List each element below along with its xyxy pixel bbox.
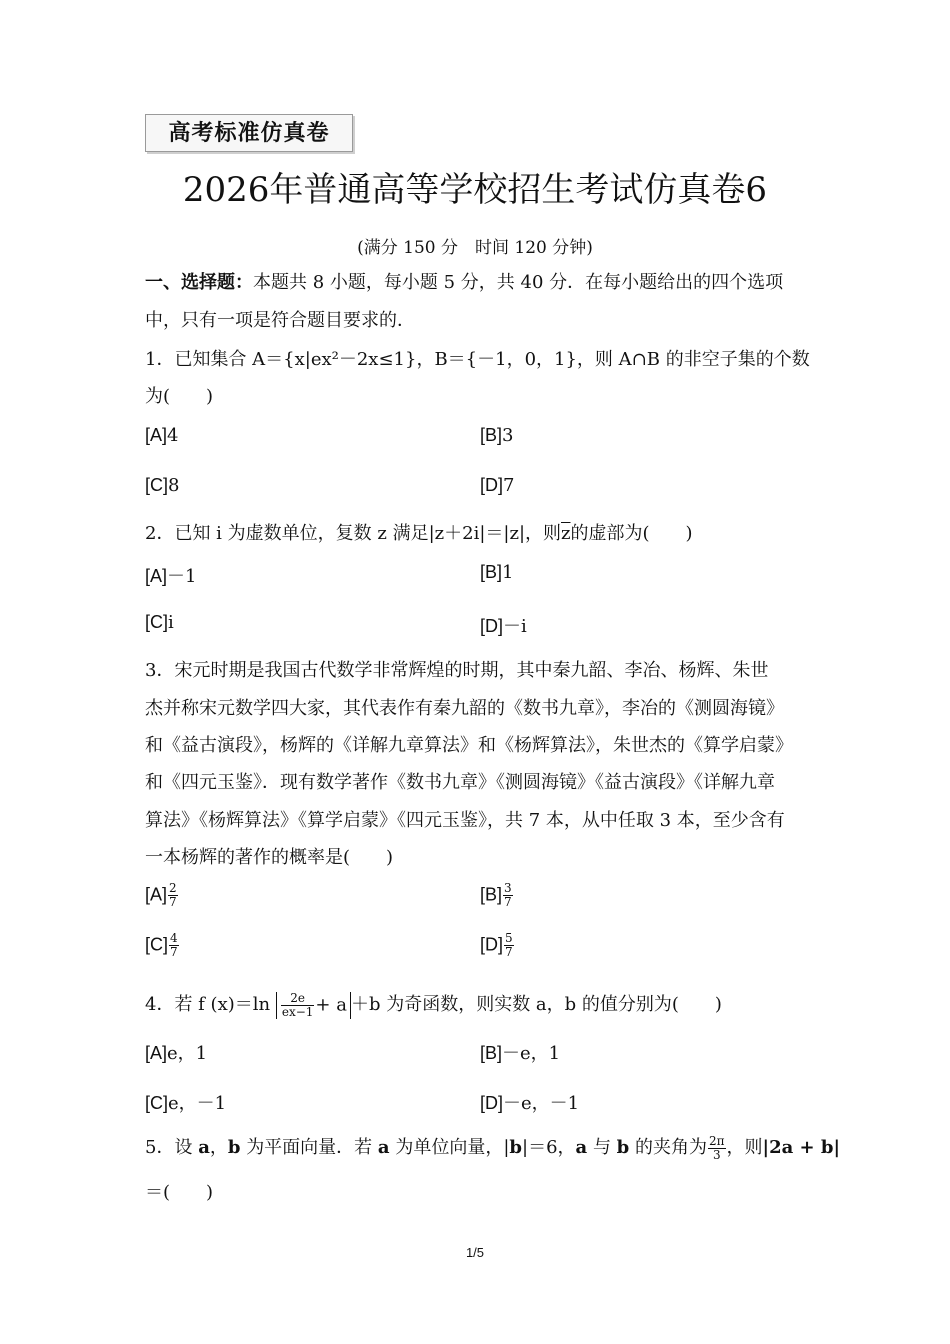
z-conjugate: $\overline{z}$ [561,523,571,544]
option-label: [A] [145,425,168,445]
option-value: 4 [167,425,179,446]
q1-option-c [145,475,179,496]
numerator: 2e [281,992,315,1006]
fraction [503,882,513,909]
option-value: －e，1 [502,1043,561,1064]
q5-mid4: 与 [592,1137,611,1158]
option-label: [A] [145,884,168,905]
vector-a: a [377,1137,390,1158]
option-label: [C] [145,1093,169,1113]
q5-mid6: ，则 [726,1137,763,1158]
denominator: ex−1 [281,1004,314,1019]
q2-option-a [145,562,196,588]
q1-option-a [145,425,178,446]
q3-stem-4: 和《四元玉鉴》．现有数学著作《数书九章》《测圆海镜》《益古演段》《详解九章 [145,772,775,793]
numerator: 4 [170,931,178,945]
numerator: 3 [504,881,512,895]
q4-option-a [145,1039,207,1065]
q4-option-d [480,1089,579,1115]
q3-option-c [145,932,180,959]
option-value: 3 [502,425,514,446]
vector-b: b [616,1137,630,1158]
q3-option-b [480,882,514,909]
option-label: [B] [480,562,503,582]
q1-option-b [480,425,513,446]
fraction [281,992,315,1019]
denominator: 7 [170,945,178,959]
option-label: [D] [480,616,504,636]
exam-type-tag: 高考标准仿真卷 [145,114,353,152]
q2-option-b [480,562,513,583]
q4-pre: 4．若 f (x)＝ln [145,994,271,1015]
exam-info: (满分 150 分 时间 120 分钟) [357,238,593,258]
q5-pre: 5．设 [145,1137,193,1158]
q3-stem-6: 一本杨辉的著作的概率是( ) [145,847,394,868]
section-text-2: 中，只有一项是符合题目要求的． [145,310,415,331]
q5-mid1: 为平面向量．若 [246,1137,373,1158]
q5-stem-1 [145,1133,841,1162]
q4-option-b [480,1039,560,1065]
q3-stem-2: 杰并称宋元数学四大家，其代表作有秦九韶的《数书九章》，李冶的《测圆海镜》 [145,698,784,719]
option-label: [D] [480,1093,504,1113]
denominator: 7 [169,895,177,909]
q2-stem [145,519,825,545]
section-text-1: 本题共 8 小题，每小题 5 分，共 40 分．在每小题给出的四个选项 [253,272,784,293]
q2-stem-b: 的虚部为( ) [570,523,693,544]
q4-post: ＋b 为奇函数，则实数 a，b 的值分别为( ) [350,994,722,1015]
option-value: e，1 [167,1043,208,1064]
q4-stem [145,990,825,1019]
fraction [169,932,179,959]
option-label: [B] [480,425,503,445]
q5-mid2: 为单位向量，| [395,1137,510,1158]
option-label: [C] [145,475,169,495]
page-title: 2026年普通高等学校招生考试仿真卷6 [182,170,768,210]
option-label: [C] [145,612,169,632]
q5-comma: ， [209,1137,228,1158]
q2-option-c [145,612,174,633]
option-value: －1 [167,566,197,587]
absolute-value [276,992,351,1019]
section-heading: 一、选择题： [145,272,253,293]
option-value: 1 [502,562,514,583]
q5-stem-2: ＝( ) [145,1182,214,1203]
option-label: [A] [145,566,168,586]
option-value: e，－1 [168,1093,227,1114]
q2-stem-a: 2．已知 i 为虚数单位，复数 z 满足|z＋2i|＝|z|，则 [145,523,562,544]
section-intro [145,268,825,294]
denominator: 7 [504,895,512,909]
q1-stem-2: 为( ) [145,386,214,407]
vector-b: b [227,1137,241,1158]
numerator: 2π [709,1133,725,1148]
q4-option-c [145,1089,226,1115]
fraction [708,1135,726,1162]
option-label: [A] [145,1043,168,1063]
option-label: [C] [145,934,169,955]
q5-mid3: |＝6， [522,1137,576,1158]
vector-a: a [575,1137,588,1158]
option-label: [D] [480,475,504,495]
q1-option-d [480,475,514,496]
q2-option-d [480,612,527,638]
q3-option-a [145,882,179,909]
option-value: 8 [168,475,180,496]
page-number: 1/5 [465,1245,485,1260]
numerator: 5 [505,931,513,945]
option-value: －e，－1 [503,1093,580,1114]
option-label: [B] [480,1043,503,1063]
option-label: [D] [480,934,504,955]
denominator: 3 [712,1147,721,1162]
vector-b: b [509,1137,522,1158]
option-value: 7 [503,475,515,496]
option-value: i [168,612,174,633]
q3-option-d [480,932,515,959]
q3-stem-3: 和《益古演段》，杨辉的《详解九章算法》和《杨辉算法》，朱世杰的《算学启蒙》 [145,735,793,756]
q1-stem-1: 1．已知集合 A＝{x|ex²－2x≤1}，B＝{－1，0，1}，则 A∩B 的非空子集的个数 [145,349,810,370]
option-value: －i [503,616,527,637]
option-label: [B] [480,884,503,905]
q5-expression: |2a + b| [762,1137,841,1158]
q3-stem-5: 算法》《杨辉算法》《算学启蒙》《四元玉鉴》，共 7 本，从中任取 3 本，至少含有 [145,810,785,831]
fraction [168,882,178,909]
q4-inner-plus: + a [315,994,347,1015]
q3-stem-1: 3．宋元时期是我国古代数学非常辉煌的时期，其中秦九韶、李冶、杨辉、朱世 [145,660,769,681]
numerator: 2 [169,881,177,895]
denominator: 7 [505,945,513,959]
q5-mid5: 的夹角为 [635,1137,707,1158]
fraction [504,932,514,959]
vector-a: a [198,1137,210,1158]
